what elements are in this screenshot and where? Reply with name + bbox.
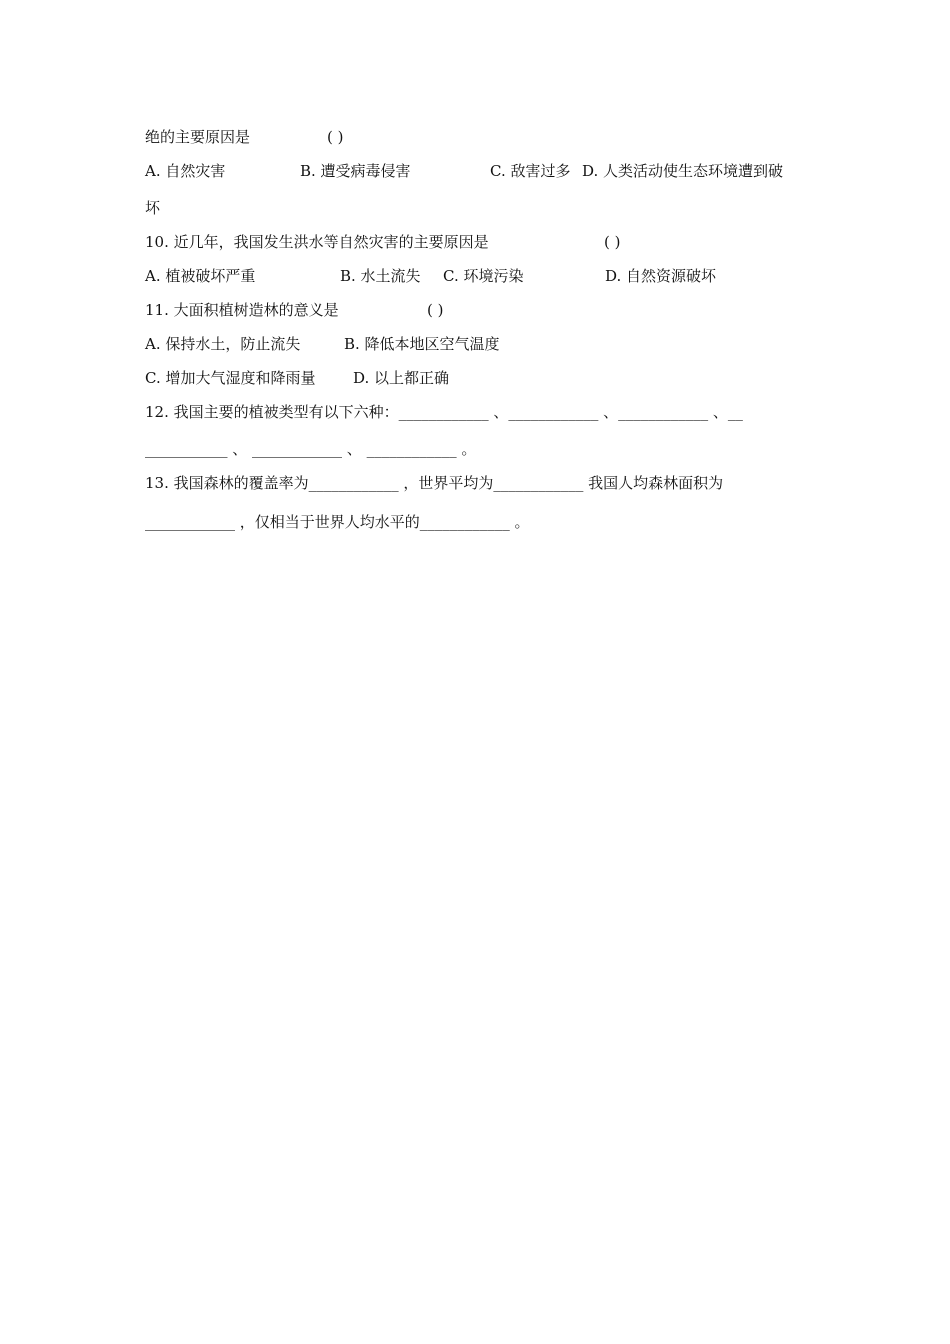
q9-answer-paren: ( ) <box>327 128 344 146</box>
q9-stem-tail: 绝的主要原因是 <box>145 128 251 146</box>
q12-text-line-1: 12. 我国主要的植被类型有以下六种：____________ 、____________ 、____________ 、__ <box>145 403 743 421</box>
q10-option-d: D. 自然资源破坏 <box>605 267 717 285</box>
q9-option-b: B. 遭受病毒侵害 <box>300 162 411 180</box>
q10-stem: 10. 近几年，我国发生洪水等自然灾害的主要原因是 <box>145 233 489 251</box>
q9-option-d: D. 人类活动使生态环境遭到破 <box>582 162 784 180</box>
q9-option-d-continuation: 坏 <box>145 199 161 217</box>
q11-option-d: D. 以上都正确 <box>353 369 450 387</box>
q9-option-a: A. 自然灾害 <box>145 162 226 180</box>
q11-answer-paren: ( ) <box>427 301 444 319</box>
q9-option-c: C. 敌害过多 <box>490 162 571 180</box>
q11-option-a: A. 保持水土，防止流失 <box>145 335 301 353</box>
q10-option-c: C. 环境污染 <box>443 267 524 285</box>
q13-text-line-2: ____________ ，仅相当于世界人均水平的____________ 。 <box>145 513 530 531</box>
q10-option-b: B. 水土流失 <box>340 267 421 285</box>
q11-stem: 11. 大面积植树造林的意义是 <box>145 301 339 319</box>
q10-answer-paren: ( ) <box>604 233 621 251</box>
q10-option-a: A. 植被破坏严重 <box>145 267 256 285</box>
q11-option-c: C. 增加大气湿度和降雨量 <box>145 369 316 387</box>
q11-option-b: B. 降低本地区空气温度 <box>344 335 500 353</box>
q12-text-line-2: ___________ 、 ____________ 、 ____________ 。 <box>145 440 477 458</box>
q13-text-line-1: 13. 我国森林的覆盖率为____________ ，世界平均为____________ 我国人均森林面积为 <box>145 474 724 492</box>
